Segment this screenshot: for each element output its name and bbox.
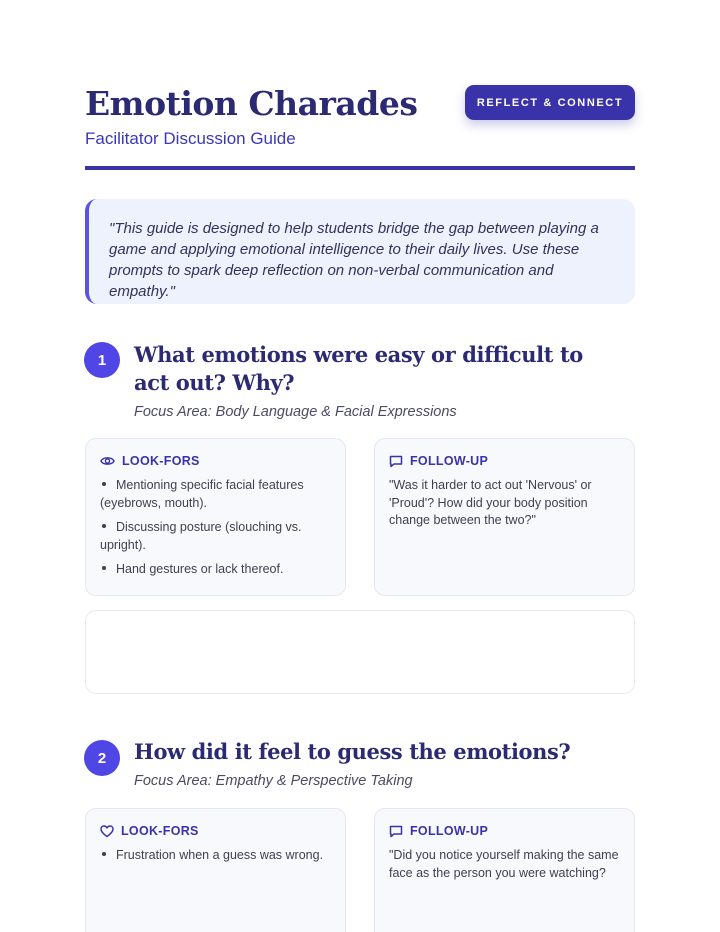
list-item: Frustration when a guess was wrong. [100, 847, 331, 865]
reflect-connect-button[interactable]: REFLECT & CONNECT [465, 85, 635, 120]
lookfors-list [100, 477, 331, 579]
page-subtitle: Facilitator Discussion Guide [85, 129, 296, 148]
followup-card [374, 808, 635, 932]
question-focus-area: Focus Area: Empathy & Perspective Taking [134, 773, 413, 789]
question-title: What emotions were easy or difficult to act out? Why? [134, 342, 583, 395]
speech-bubble-icon [389, 825, 403, 838]
heart-icon [100, 825, 114, 838]
header-divider [85, 166, 635, 170]
notes-box[interactable] [85, 610, 635, 694]
list-item: Mentioning specific facial features (eyebrows, mouth). [100, 478, 304, 510]
list-item: Hand gestures or lack thereof. [100, 561, 331, 579]
followup-text: "Did you notice yourself making the same face as the person you were watching? [389, 848, 619, 880]
lookfors-list [100, 847, 331, 865]
page-header [85, 84, 635, 150]
followup-label: FOLLOW-UP [410, 824, 489, 838]
eye-icon [100, 455, 115, 467]
intro-quote: "This guide is designed to help students bridge the gap between playing a game and applying emotional intelligence to their daily lives. Use these prompts to spark deep reflection on non-verbal communication and empathy." [85, 199, 635, 304]
followup-label: FOLLOW-UP [410, 454, 489, 468]
followup-card [374, 438, 635, 596]
question-number-badge: 1 [84, 342, 120, 378]
question-title: How did it feel to guess the emotions? [134, 739, 571, 764]
question-focus-area: Focus Area: Body Language & Facial Expressions [134, 404, 457, 420]
lookfors-card [85, 808, 346, 932]
page-title: Emotion Charades [85, 84, 418, 123]
list-item: Discussing posture (slouching vs. upright). [100, 520, 302, 552]
followup-text: "Was it harder to act out 'Nervous' or 'Proud'? How did your body position change between the two?" [389, 478, 592, 527]
lookfors-label: LOOK-FORS [121, 824, 199, 838]
question-number-badge: 2 [84, 740, 120, 776]
speech-bubble-icon [389, 455, 403, 468]
lookfors-label: LOOK-FORS [122, 454, 200, 468]
lookfors-card [85, 438, 346, 596]
